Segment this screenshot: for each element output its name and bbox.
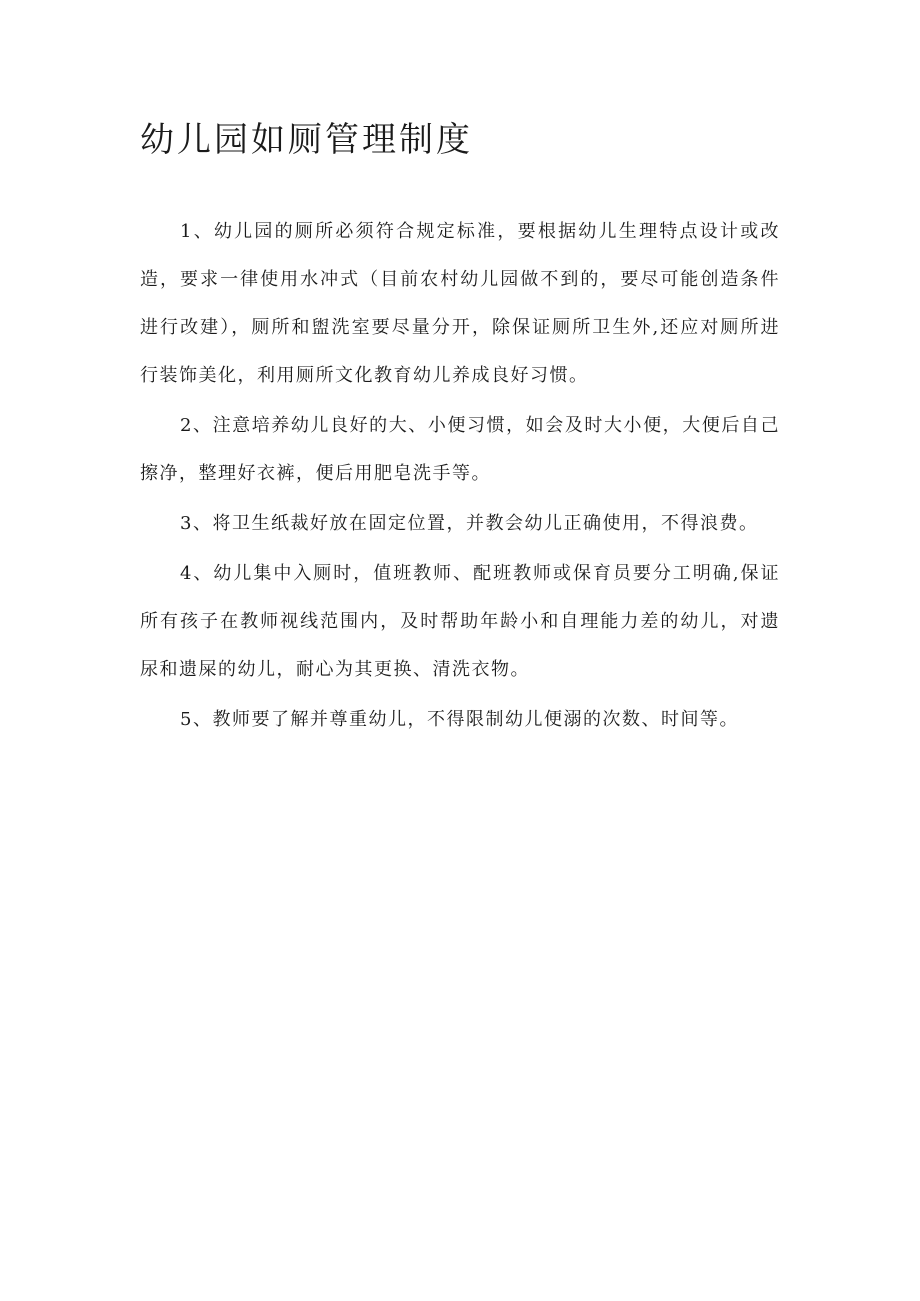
paragraph-rule-5: 5、教师要了解并尊重幼儿，不得限制幼儿便溺的次数、时间等。 bbox=[180, 709, 739, 730]
paragraph-rule-3: 3、将卫生纸裁好放在固定位置，并教会幼儿正确使用，不得浪费。 bbox=[180, 513, 759, 534]
paragraph-rule-2: 2、注意培养幼儿良好的大、小便习惯，如会及时大小便，大便后自己擦净，整理好衣裤，便后用肥皂洗手等。 bbox=[140, 415, 780, 484]
paragraph-rule-1: 1、幼儿园的厕所必须符合规定标准，要根据幼儿生理特点设计或改造，要求一律使用水冲式（目前农村幼儿园做不到的，要尽可能创造条件进行改建），厕所和盥洗室要尽量分开，除保证厕所卫生外,还应对厕所进行装饰美化，利用厕所文化教育幼儿养成良好习惯。 bbox=[140, 221, 780, 386]
paragraph-rule-4: 4、幼儿集中入厕时，值班教师、配班教师或保育员要分工明确,保证所有孩子在教师视线范围内，及时帮助年龄小和自理能力差的幼儿，对遗尿和遗屎的幼儿，耐心为其更换、清洗衣物。 bbox=[140, 563, 780, 680]
document-body bbox=[140, 208, 780, 746]
document-title: 幼儿园如厕管理制度 bbox=[140, 120, 473, 160]
